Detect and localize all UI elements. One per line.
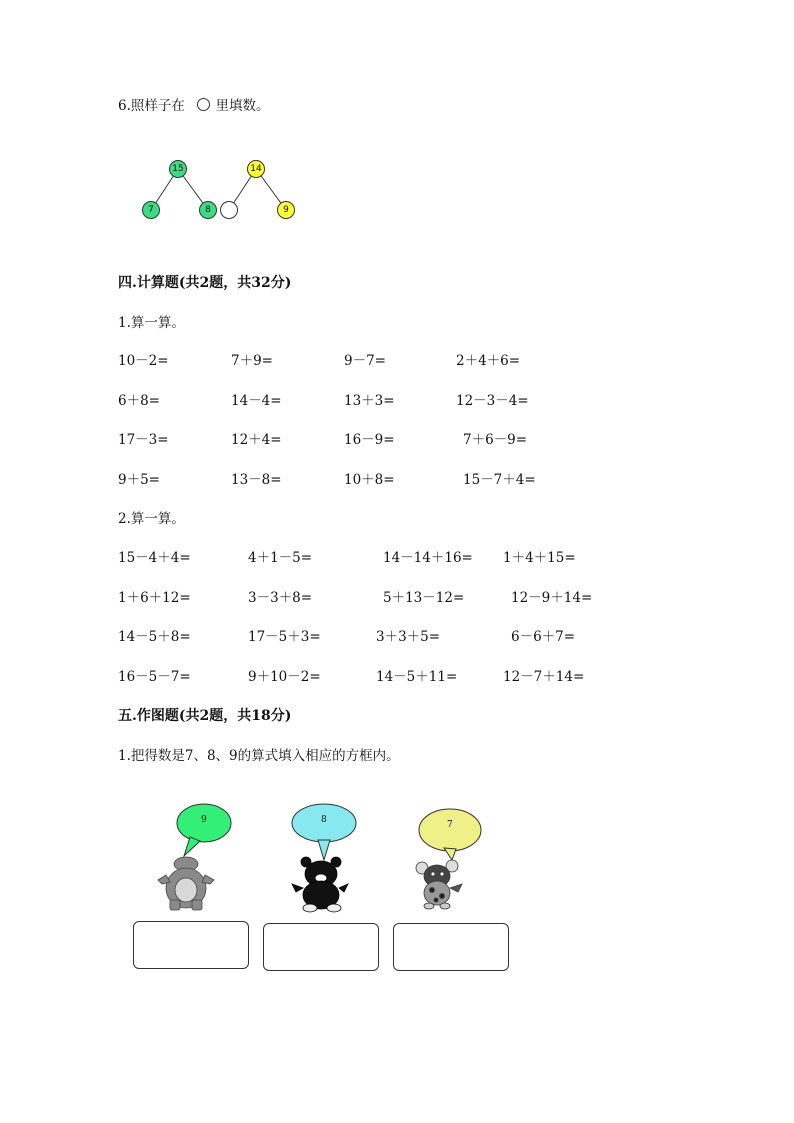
calc-item: 15－4＋4= — [118, 550, 191, 566]
calc-item: 13－8= — [231, 472, 282, 488]
calc-item: 13＋3= — [344, 393, 395, 409]
calc-item: 9＋5= — [118, 472, 160, 488]
calc-item: 9＋10－2= — [248, 669, 321, 685]
calc-item: 7＋9= — [231, 353, 273, 369]
calc-item: 15－7＋4= — [463, 472, 536, 488]
answer-box-9[interactable] — [133, 921, 249, 969]
tree1-left-node: 7 — [142, 201, 160, 219]
calc-item: 14－14＋16= — [383, 550, 473, 566]
calc-item: 3－3＋8= — [248, 590, 313, 606]
spotted-animal-icon — [416, 860, 462, 909]
calc-item: 1＋6＋12= — [118, 590, 191, 606]
calc-item: 12－7＋14= — [503, 669, 585, 685]
calc-item: 5＋13－12= — [383, 590, 465, 606]
answer-box-8[interactable] — [263, 923, 379, 971]
speech-bubble-9 — [177, 804, 231, 856]
tree2-top-node: 14 — [247, 160, 265, 178]
calc-item: 14－4= — [231, 393, 282, 409]
calc-item: 14－5＋11= — [376, 669, 458, 685]
black-bear-icon — [292, 857, 348, 912]
calc-item: 17－3= — [118, 432, 169, 448]
calc-item: 12－9＋14= — [511, 590, 593, 606]
tree2-right-node: 9 — [277, 201, 295, 219]
s4-q2-label: 2.算一算。 — [118, 511, 185, 527]
q6-text-pre: 6.照样子在 — [118, 98, 185, 114]
calc-item: 12－3－4= — [456, 393, 529, 409]
bubble-value-9: 9 — [201, 815, 207, 825]
calc-item: 10＋8= — [344, 472, 395, 488]
bubble-value-7: 7 — [447, 820, 453, 830]
calc-item: 3＋3＋5= — [376, 629, 441, 645]
calc-item: 1＋4＋15= — [503, 550, 576, 566]
calc-item: 6＋8= — [118, 393, 160, 409]
calc-item: 16－5－7= — [118, 669, 191, 685]
section4-heading: 四.计算题(共2题，共32分) — [118, 275, 292, 291]
calc-item: 2＋4＋6= — [456, 353, 521, 369]
gray-animal-icon — [158, 857, 214, 910]
bubble-value-8: 8 — [321, 815, 327, 825]
s4-q1-label: 1.算一算。 — [118, 315, 185, 331]
q6-text-post: 里填数。 — [215, 98, 270, 114]
speech-bubble-7 — [419, 809, 481, 860]
calc-item: 10－2= — [118, 353, 169, 369]
calc-item: 4＋1－5= — [248, 550, 313, 566]
calc-item: 12＋4= — [231, 432, 282, 448]
calc-item: 6－6＋7= — [511, 629, 576, 645]
tree1-right-node: 8 — [199, 201, 217, 219]
calc-item: 17－5＋3= — [248, 629, 321, 645]
answer-box-7[interactable] — [393, 923, 509, 971]
calc-item: 9－7= — [344, 353, 386, 369]
section5-heading: 五.作图题(共2题，共18分) — [118, 708, 292, 724]
calc-item: 7＋6－9= — [463, 432, 528, 448]
tree1-top-node: 15 — [169, 160, 187, 178]
calc-item: 14－5＋8= — [118, 629, 191, 645]
calc-item: 16－9= — [344, 432, 395, 448]
s5-q1-label: 1.把得数是7、8、9的算式填入相应的方框内。 — [118, 748, 400, 764]
speech-bubble-8 — [292, 804, 356, 860]
